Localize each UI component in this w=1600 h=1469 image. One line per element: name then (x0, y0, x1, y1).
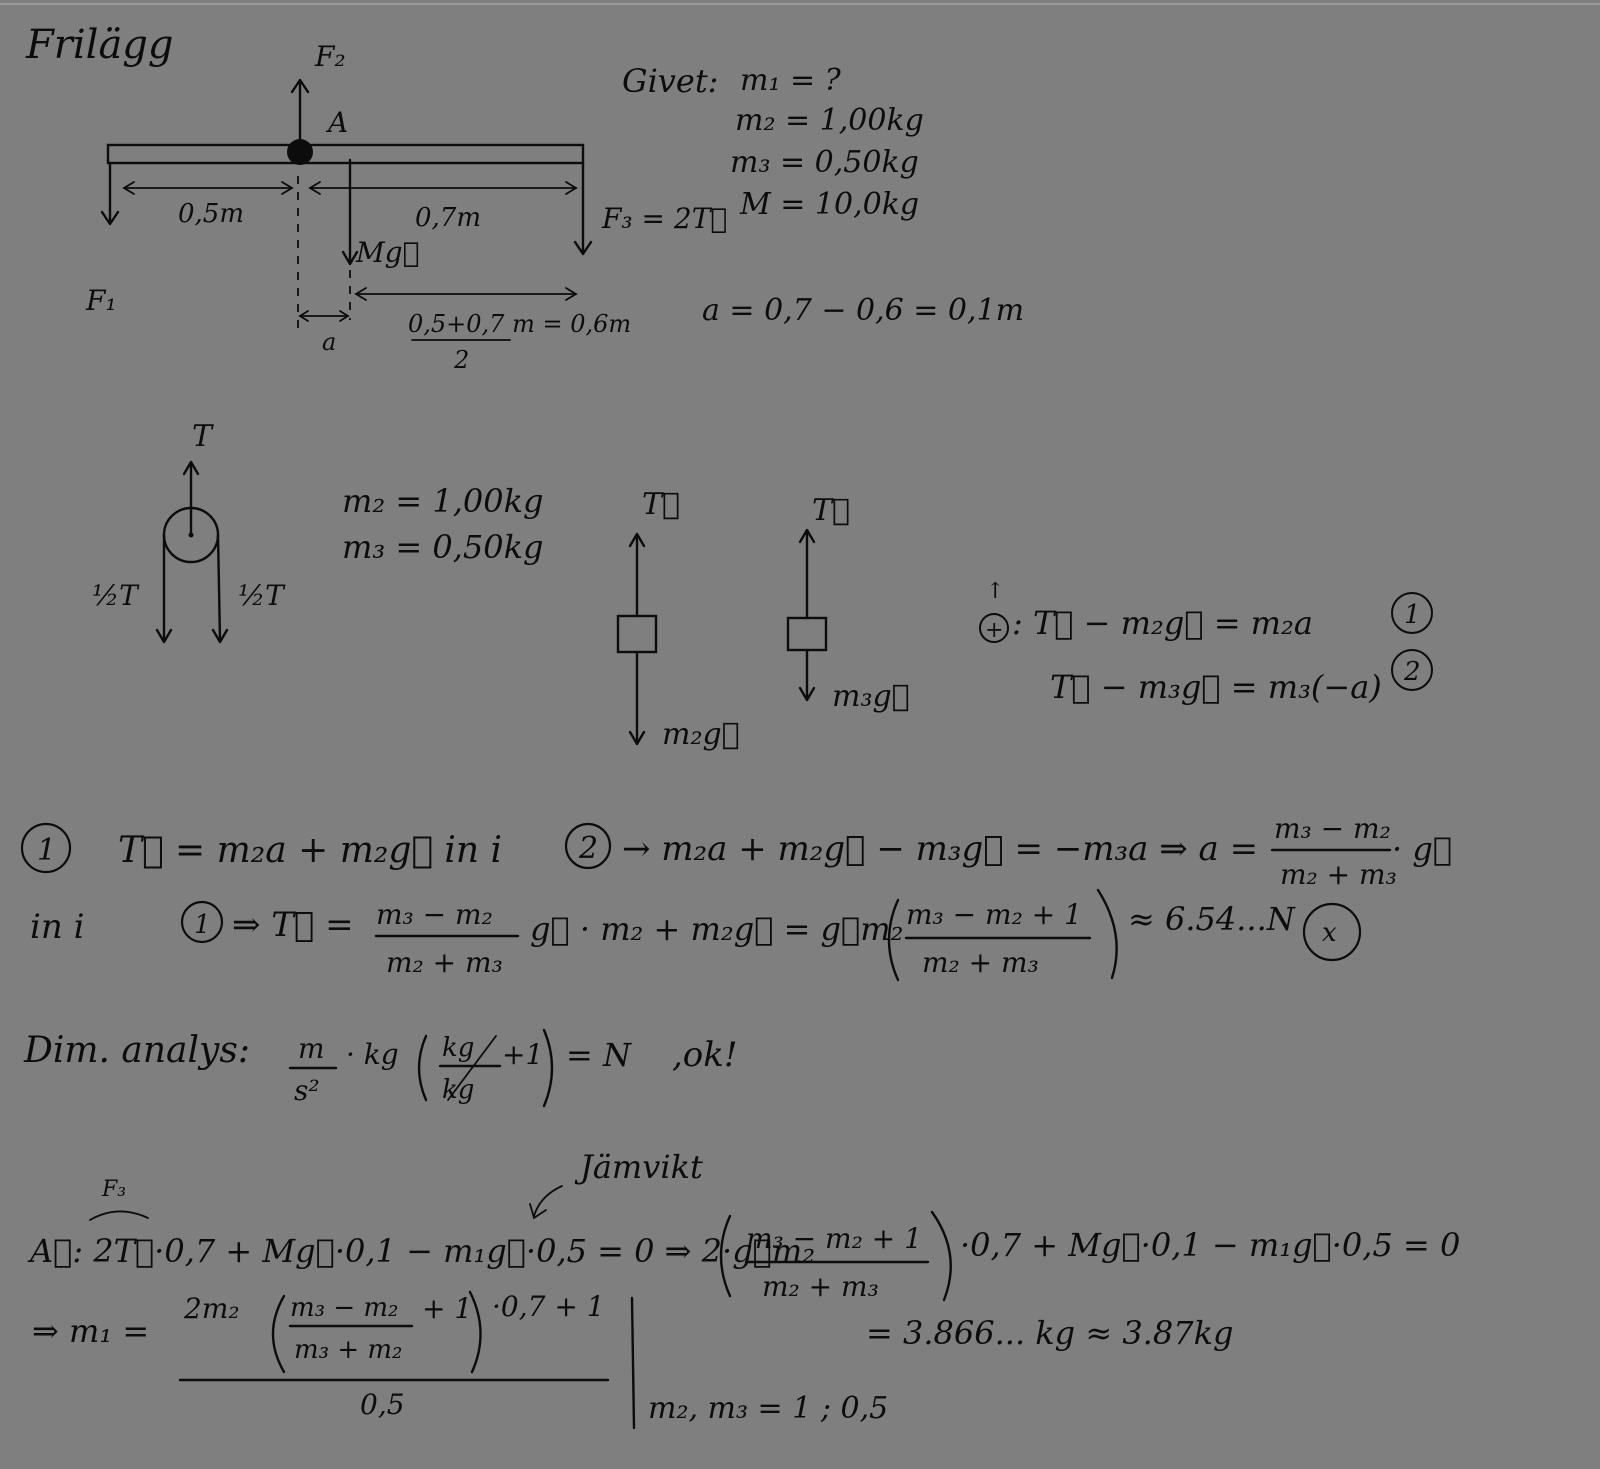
moment-line: A⃗: 2T⃗·0,7 + Mg⃗·0,1 − m₁g⃗·0,5 = 0 ⇒ 2·g⃗m₂ (30, 1232, 816, 1270)
a-fraction-denominator: m₂ + m₃ (1280, 858, 1397, 891)
tension-result: ≈ 6.54...N (1128, 900, 1295, 938)
a-distance-label: a (322, 328, 337, 356)
dim-ok: ,ok! (672, 1035, 738, 1075)
left-length-label: 0,5m (178, 199, 245, 229)
tension-fraction-numerator: m₃ − m₂ (376, 898, 493, 931)
result-mark: x (1322, 918, 1337, 948)
given-m3: m₃ = 0,50kg (730, 145, 919, 180)
given-m2: m₂ = 1,00kg (735, 103, 924, 138)
moment-tail: ·0,7 + Mg⃗·0,1 − m₁g⃗·0,5 = 0 (960, 1226, 1461, 1264)
dim-label: Dim. analys: (24, 1030, 250, 1071)
step-2-number: 2 (579, 831, 599, 866)
m1-inner-numerator: m₃ − m₂ (290, 1293, 399, 1323)
a-fraction-numerator: m₃ − m₂ (1274, 812, 1391, 845)
equation-2: T⃗ − m₃g⃗ = m₃(−a) (1050, 668, 1382, 706)
equation-1-number: 1 (1404, 600, 1421, 630)
given-m1: m₁ = ? (740, 63, 841, 98)
force-f1-label: F₁ (86, 284, 117, 317)
dim-m: m (298, 1032, 325, 1065)
tension-fraction-denominator: m₂ + m₃ (386, 946, 503, 979)
substitution-values: m₂, m₃ = 1 ; 0,5 (648, 1391, 889, 1426)
m1-top: 2m₂ (184, 1292, 240, 1325)
dim-equals-n: = N (566, 1036, 631, 1074)
equation-2-number: 2 (1404, 657, 1421, 687)
a-fraction-g: · g⃗ (1392, 830, 1453, 868)
cg-denominator: 2 (454, 346, 470, 374)
dim-s2: s² (294, 1074, 320, 1107)
step-2-in-i: in i (30, 907, 85, 947)
step-2-ref-number: 1 (194, 910, 211, 940)
m1-denominator: 0,5 (360, 1388, 405, 1421)
tension-right-label: T⃗ (812, 493, 851, 528)
step-1-equation: T⃗ = m₂a + m₂g⃗ in i (118, 830, 503, 871)
f3-brace-label: F₃ (102, 1177, 127, 1202)
point-a-label: A (328, 106, 349, 139)
pulley-tension-label: T (192, 419, 213, 454)
a-calculation: a = 0,7 − 0,6 = 0,1m (702, 293, 1025, 328)
tension-paren-denominator: m₂ + m₃ (922, 946, 1039, 979)
weight-m3g-label: m₃g⃗ (832, 679, 910, 714)
dim-kg-numerator: kg (442, 1033, 475, 1063)
half-tension-left: ½T (92, 579, 138, 612)
dim-kg-denominator: kg (442, 1075, 475, 1105)
dim-plus-one: +1 (502, 1038, 544, 1071)
equilibrium-note: Jämvikt (580, 1148, 703, 1186)
masses-m2: m₂ = 1,00kg (342, 482, 544, 520)
half-tension-right: ½T (238, 579, 284, 612)
up-direction-arrow: ↑ (986, 579, 1005, 604)
given-mass-beam: M = 10,0kg (740, 187, 920, 222)
equation-1: : T⃗ − m₂g⃗ = m₂a (1012, 604, 1313, 642)
cg-numerator: 0,5+0,7 m = 0,6m (408, 310, 632, 338)
step-1-substitution: → m₂a + m₂g⃗ − m₃g⃗ = −m₃a ⇒ a = (622, 829, 1259, 869)
m1-inner-denominator: m₃ + m₂ (294, 1335, 403, 1365)
positive-sign: + (985, 618, 1004, 643)
dim-kg: · kg (346, 1038, 399, 1071)
heading: Frilägg (26, 22, 174, 68)
moment-paren-numerator: m₃ − m₂ + 1 (746, 1222, 922, 1255)
tension-middle: g⃗ · m₂ + m₂g⃗ = g⃗m₂ (530, 910, 904, 948)
tension-arrow: ⇒ T⃗ = (232, 905, 354, 945)
masses-m3: m₃ = 0,50kg (342, 528, 544, 566)
m1-tail: ·0,7 + 1 (492, 1290, 605, 1323)
step-1-number: 1 (37, 833, 57, 868)
weight-m2g-label: m₂g⃗ (662, 717, 740, 752)
moment-paren-denominator: m₂ + m₃ (762, 1270, 879, 1303)
weight-mg-label: Mg⃗ (356, 236, 420, 269)
m1-result: = 3.866... kg ≈ 3.87kg (866, 1314, 1234, 1352)
given-title: Givet: (622, 62, 719, 100)
tension-paren-numerator: m₃ − m₂ + 1 (906, 898, 1082, 931)
force-f3-label: F₃ = 2T⃗ (602, 202, 728, 235)
force-f2-label: F₂ (315, 40, 346, 73)
m1-plus-one: + 1 (422, 1292, 473, 1325)
tension-left-label: T⃗ (642, 487, 681, 522)
m1-label: ⇒ m₁ = (32, 1312, 150, 1350)
right-length-label: 0,7m (415, 203, 482, 233)
